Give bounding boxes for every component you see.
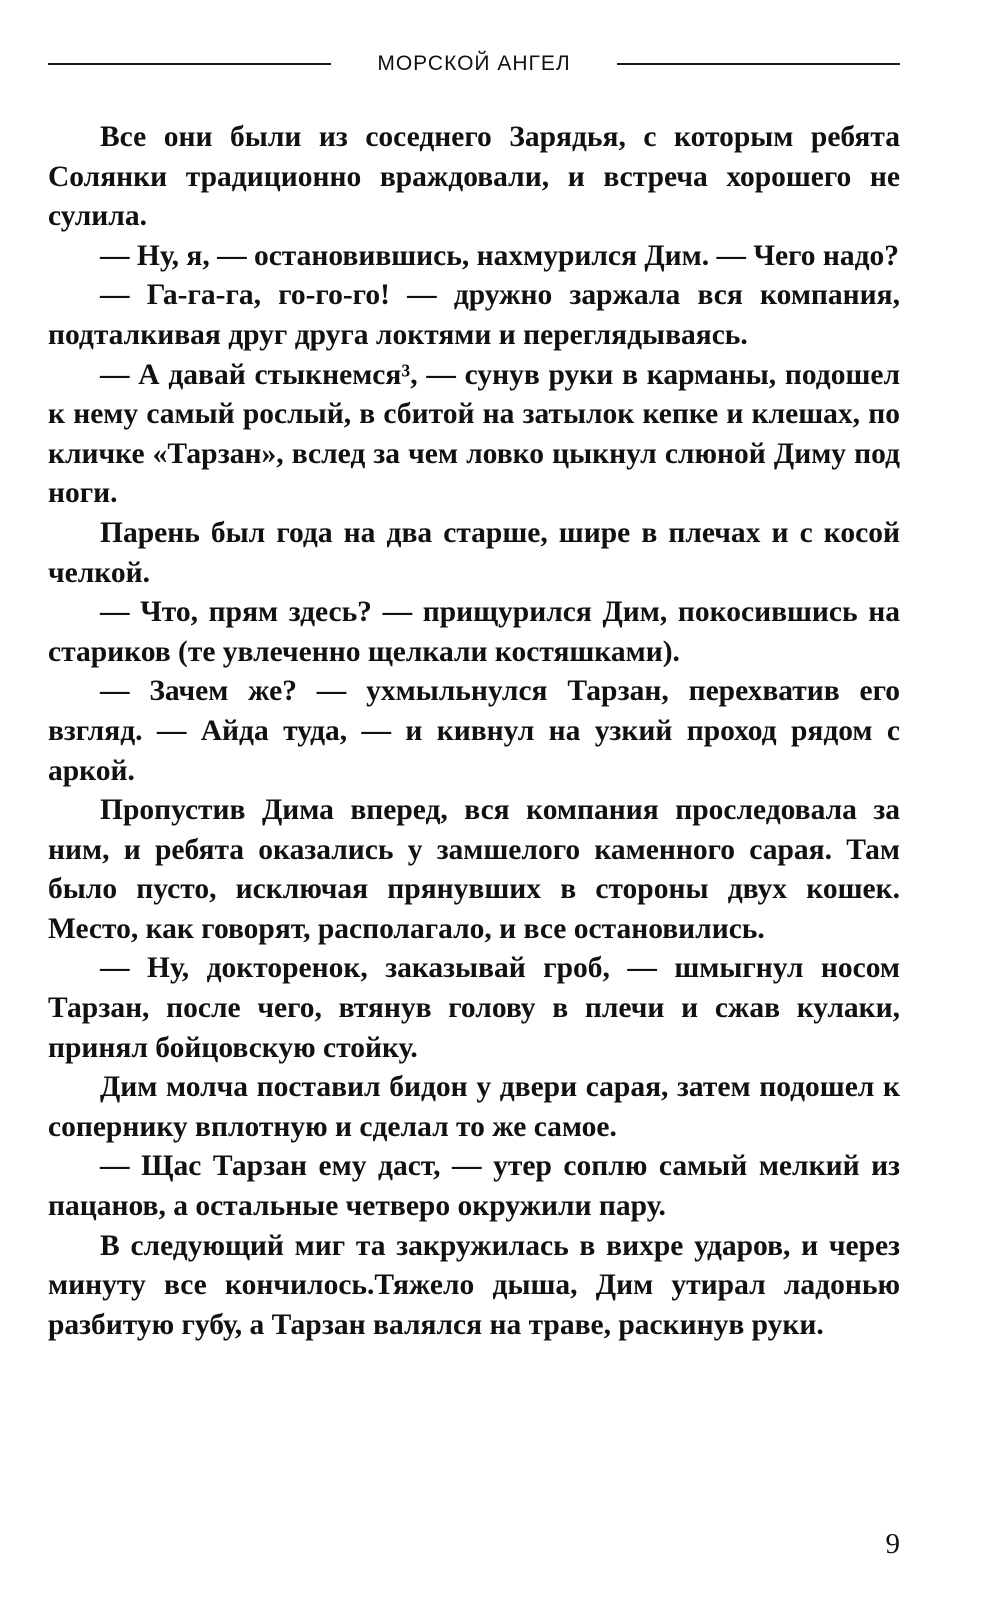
header-rule-right [617,63,900,65]
paragraph: В следующий миг та закружилась в вихре ударов, и через минуту все кончилось.Тяжело дыша, Дим утирал ладонью разбитую губу, а Тарзан валялся на траве, раскинув руки. [48,1229,900,1341]
paragraph: Все они были из соседнего Зарядья, с которым ребята Солянки традиционно враждовали, и встреча хорошего не сулила. [48,121,900,233]
paragraph: Пропустив Дима вперед, вся компания проследовала за ним, и ребята оказались у замшелого каменного сарая. Там было пусто, исключая прянувших в стороны двух кошек. Место, как говорят, располагало, и все остановились. [48,794,900,945]
paragraph: — А давай стыкнемся³, — сунув руки в карманы, подошел к нему самый рослый, в сбитой на затылок кепке и клешах, по кличке «Тарзан», вслед за чем ловко цыкнул слюной Диму под ноги. [48,358,900,510]
paragraph: Парень был года на два старше, шире в плечах и с косой челкой. [48,516,900,589]
running-header [48,46,900,82]
paragraph: — Ну, докторенок, заказывай гроб, — шмыгнул носом Тарзан, после чего, втянув голову в плечи и сжав кулаки, принял бойцовскую стойку. [48,952,900,1064]
running-title: МОРСКОЙ АНГЕЛ [377,52,571,75]
paragraph: — Га-га-га, го-го-го! — дружно заржала вся компания, подталкивая друг друга локтями и переглядываясь. [48,279,900,351]
page-number: 9 [885,1528,900,1560]
paragraph: — Щас Тарзан ему даст, — утер соплю самый мелкий из пацанов, а остальные четверо окружили пару. [48,1150,900,1223]
paragraph: — Зачем же? — ухмыльнулся Тарзан, перехватив его взгляд. — Айда туда, — и кивнул на узкий проход рядом с аркой. [48,675,900,787]
header-rule-left [48,63,331,65]
body-text [48,118,900,1345]
paragraph: Дим молча поставил бидон у двери сарая, затем подошел к сопернику вплотную и сделал то же самое. [48,1071,900,1143]
paragraph: — Ну, я, — остановившись, нахмурился Дим. — Чего надо? [100,239,900,272]
paragraph: — Что, прям здесь? — прищурился Дим, покосившись на стариков (те увлеченно щелкали костяшками). [48,596,900,668]
